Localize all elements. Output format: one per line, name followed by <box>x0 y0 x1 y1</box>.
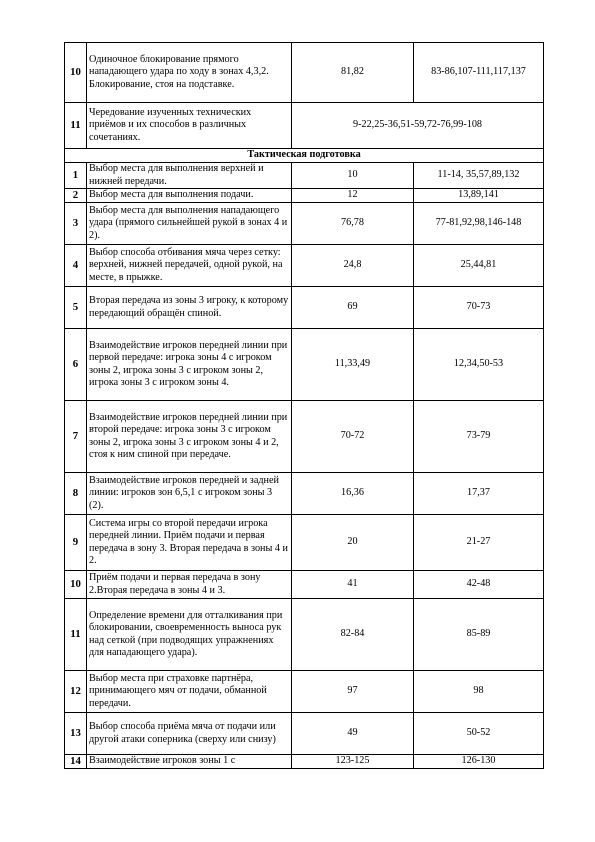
section-title: Тактическая подготовка <box>65 149 544 163</box>
row-value-col3: 123-125 <box>292 755 414 769</box>
row-number: 5 <box>65 287 87 329</box>
table-row <box>65 245 544 287</box>
row-number: 8 <box>65 473 87 515</box>
row-description: Взаимодействие игроков передней линии при второй передаче: игрока зоны 3 с игроком зоны 2, игрока зоны 3 с игроком зоны 4 и 2, стоя к ним спиной при передаче. <box>87 401 292 473</box>
row-value-col4: 42-48 <box>414 571 544 599</box>
row-number: 7 <box>65 401 87 473</box>
table-row <box>65 103 544 149</box>
row-value-col3: 49 <box>292 713 414 755</box>
document-table <box>64 42 544 769</box>
table-row <box>65 203 544 245</box>
row-value-col4: 13,89,141 <box>414 189 544 203</box>
row-number: 4 <box>65 245 87 287</box>
row-value-col3: 20 <box>292 515 414 571</box>
row-description: Взаимодействие игроков зоны 1 с <box>87 755 292 769</box>
row-number: 3 <box>65 203 87 245</box>
row-description <box>87 43 292 103</box>
table-row <box>65 515 544 571</box>
row-value-col3: 76,78 <box>292 203 414 245</box>
table-row <box>65 671 544 713</box>
table-row <box>65 473 544 515</box>
row-description: Вторая передача из зоны 3 игроку, к которому передающий обращён спиной. <box>87 287 292 329</box>
row-value-col4: 17,37 <box>414 473 544 515</box>
row-value-col3: 97 <box>292 671 414 713</box>
row-value-col3: 16,36 <box>292 473 414 515</box>
row-number: 11 <box>65 103 87 149</box>
row-value-col3: 81,82 <box>292 43 414 103</box>
row-number: 14 <box>65 755 87 769</box>
row-description: Чередование изученных технических приёмов и их способов в различных сочетаниях. <box>87 103 292 149</box>
row-value-col4: 12,34,50-53 <box>414 329 544 401</box>
row-description: Система игры со второй передачи игрока передней линии. Приём подачи и первая передача в зону 3. Вторая передача в зоны 4 и 2. <box>87 515 292 571</box>
row-number: 11 <box>65 599 87 671</box>
row-value-col3: 69 <box>292 287 414 329</box>
row-value-col4: 11-14, 35,57,89,132 <box>414 163 544 189</box>
row-description: Выбор места для выполнения нападающего удара (прямого сильнейшей рукой в зонах 4 и 2). <box>87 203 292 245</box>
table-row <box>65 401 544 473</box>
row-description: Определение времени для отталкивания при блокировании, своевременность выноса рук над сеткой (при подводящих упражнениях для нападающего удара). <box>87 599 292 671</box>
row-value-col4: 126-130 <box>414 755 544 769</box>
row-number: 10 <box>65 571 87 599</box>
table-row <box>65 43 544 103</box>
row-number: 10 <box>65 43 87 103</box>
row-description: Взаимодействие игроков передней линии при первой передаче: игрока зоны 4 с игроком зоны 2, игрока зоны 3 с игроком зоны 2, игрока зоны 3 с игроком зоны 4. <box>87 329 292 401</box>
table-row <box>65 713 544 755</box>
row-description: Взаимодействие игроков передней и задней линии: игроков зон 6,5,1 с игроком зоны 3 (2). <box>87 473 292 515</box>
row-description: Выбор способа отбивания мяча через сетку: верхней, нижней передачей, одной рукой, на месте, в прыжке. <box>87 245 292 287</box>
row-description: Выбор способа приёма мяча от подачи или другой атаки соперника (сверху или снизу) <box>87 713 292 755</box>
row-number: 6 <box>65 329 87 401</box>
table-row <box>65 189 544 203</box>
row-value-col4: 83-86,107-111,117,137 <box>414 43 544 103</box>
row-value-col4: 98 <box>414 671 544 713</box>
row-description-text: Одиночное блокирование прямого нападающего удара по ходу в зонах 4,3,2. Блокирование, стоя на подставке. <box>89 53 269 90</box>
row-number: 9 <box>65 515 87 571</box>
row-value-col4: 50-52 <box>414 713 544 755</box>
row-value-col3: 70-72 <box>292 401 414 473</box>
row-value-col3: 10 <box>292 163 414 189</box>
row-description: Выбор места при страховке партнёра, принимающего мяч от подачи, обманной передачи. <box>87 671 292 713</box>
row-value-col4: 77-81,92,98,146-148 <box>414 203 544 245</box>
table-row <box>65 755 544 769</box>
row-value-col3: 12 <box>292 189 414 203</box>
table-row <box>65 163 544 189</box>
section-header-row <box>65 149 544 163</box>
row-value-merged: 9-22,25-36,51-59,72-76,99-108 <box>292 103 544 149</box>
row-number: 1 <box>65 163 87 189</box>
row-value-col4: 25,44,81 <box>414 245 544 287</box>
row-value-col3: 24,8 <box>292 245 414 287</box>
table-row <box>65 599 544 671</box>
row-value-col4: 85-89 <box>414 599 544 671</box>
row-value-col3: 82-84 <box>292 599 414 671</box>
row-description: Выбор места для выполнения верхней и нижней передачи. <box>87 163 292 189</box>
table-row <box>65 287 544 329</box>
row-number: 13 <box>65 713 87 755</box>
row-value-col4: 21-27 <box>414 515 544 571</box>
row-value-col4: 70-73 <box>414 287 544 329</box>
row-number: 2 <box>65 189 87 203</box>
row-value-col3: 41 <box>292 571 414 599</box>
row-number: 12 <box>65 671 87 713</box>
row-description: Выбор места для выполнения подачи. <box>87 189 292 203</box>
row-value-col3: 11,33,49 <box>292 329 414 401</box>
row-value-col4: 73-79 <box>414 401 544 473</box>
table-row <box>65 329 544 401</box>
table-row <box>65 571 544 599</box>
row-description: Приём подачи и первая передача в зону 2.Вторая передача в зоны 4 и 3. <box>87 571 292 599</box>
